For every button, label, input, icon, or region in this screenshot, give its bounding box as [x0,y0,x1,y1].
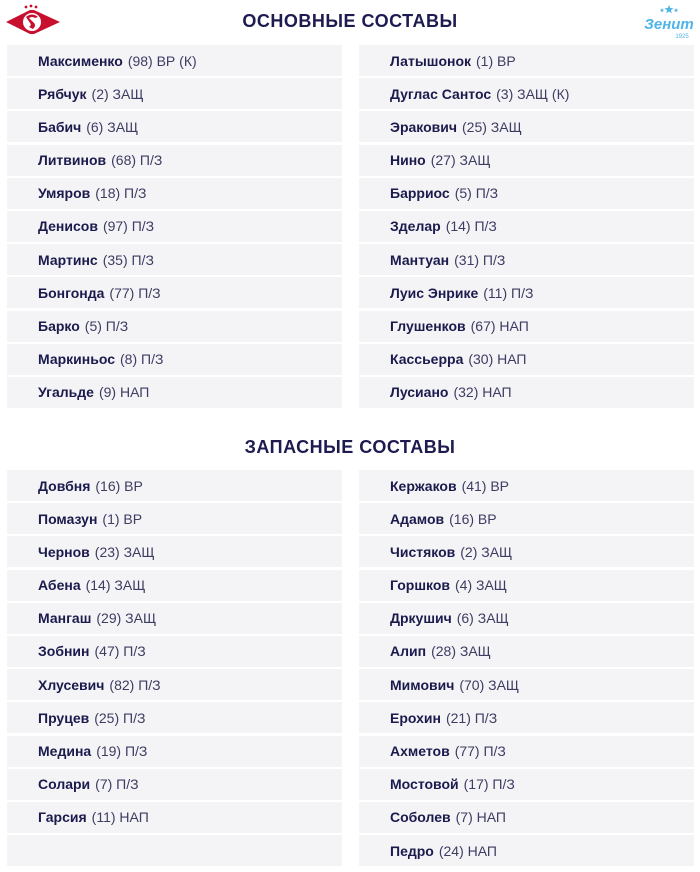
player-number-position: (82) П/З [109,676,161,693]
svg-text:Зенит: Зенит [644,16,694,33]
player-row [7,669,342,700]
player-row [359,503,694,534]
player-name: Денисов [38,218,98,235]
player-number-position: (5) П/З [454,185,499,202]
player-row [7,802,342,833]
player-number-position: (16) ВР [449,510,497,527]
player-name: Ахметов [390,743,450,759]
player-name: Нино [390,152,426,169]
player-row [359,111,694,142]
player-row [359,570,694,601]
player-number-position: (28) ЗАЩ [431,643,491,660]
player-row [7,78,342,109]
player-number-position: (41) ВР [461,477,510,494]
player-name: Соболев [390,809,451,826]
player-number-position: (17) П/З [463,776,515,793]
player-name: Педро [390,842,434,859]
player-row [7,503,342,534]
player-name: Рябчук [38,85,87,102]
player-number-position: (70) ЗАЩ [459,676,520,693]
player-number-position: (31) П/З [454,251,506,268]
player-name: Угальде [38,384,94,401]
player-row [7,211,342,242]
player-name: Солари [38,776,91,793]
player-name: Максименко [38,52,123,69]
player-name: Дркушич [390,610,452,627]
player-name: Мартинс [38,251,98,268]
player-row [7,178,342,209]
player-row [359,669,694,700]
player-number-position: (14) ЗАЩ [85,577,146,594]
player-row [359,78,694,109]
player-name: Латышонок [390,52,472,69]
substitutes-title: ЗАПАСНЫЕ СОСТАВЫ [244,437,456,457]
player-name: Абена [38,577,81,594]
player-number-position: (7) НАП [455,809,506,826]
player-number-position: (2) ЗАЩ [460,543,513,560]
away-substitutes-column [359,470,694,868]
player-row [7,344,342,375]
player-name: Ерохин [390,709,441,726]
player-row [359,344,694,375]
player-name: Мостовой [390,776,459,793]
player-name: Мангаш [38,610,92,627]
player-number-position: (21) П/З [445,709,498,726]
player-row [359,311,694,342]
starting-lineups-title: ОСНОВНЫЕ СОСТАВЫ [242,11,458,31]
player-number-position: (2) ЗАЩ [91,85,144,102]
player-number-position: (30) НАП [468,351,527,368]
player-number-position: (3) ЗАЩ (К) [496,85,570,102]
home-substitutes-column [7,470,342,868]
player-number-position: (19) П/З [96,743,148,759]
player-row [7,835,342,866]
player-row [359,835,694,866]
player-number-position: (97) П/З [102,218,155,235]
player-row [359,636,694,667]
player-name: Луис Энрике [390,284,479,301]
player-number-position: (47) П/З [94,643,146,660]
player-row [359,702,694,733]
player-number-position: (23) ЗАЩ [94,543,155,560]
player-name: Пруцев [38,709,90,726]
player-row [359,277,694,308]
player-name: Умяров [38,185,91,202]
player-number-position: (1) ВР [476,52,516,69]
player-row [359,145,694,176]
player-row [359,536,694,567]
player-number-position: (7) П/З [95,776,139,793]
player-row [359,470,694,501]
player-row [359,377,694,408]
player-number-position: (98) ВР (К) [127,52,197,69]
player-number-position: (24) НАП [438,842,497,859]
player-name: Глушенков [390,318,466,334]
player-number-position: (8) П/З [120,351,164,368]
player-row [7,570,342,601]
svg-text:1925: 1925 [675,34,689,40]
player-row [359,802,694,833]
player-number-position: (25) П/З [94,709,146,726]
player-number-position: (6) ЗАЩ [456,610,509,627]
player-number-position: (67) НАП [470,318,529,334]
player-row [359,244,694,275]
player-name: Мимович [390,676,455,693]
player-name: Литвинов [38,152,107,169]
player-number-position: (25) ЗАЩ [462,118,522,135]
player-name: Помазун [38,510,98,527]
player-row [7,636,342,667]
player-row [359,178,694,209]
player-number-position: (1) ВР [102,510,143,527]
player-number-position: (77) П/З [454,743,506,759]
player-name: Чистяков [390,543,456,560]
player-number-position: (6) ЗАЩ [86,118,139,135]
player-row [7,736,342,767]
away-starting-column [359,45,694,410]
player-row [359,211,694,242]
player-number-position: (35) П/З [102,251,154,268]
player-row [359,603,694,634]
player-row [7,536,342,567]
player-name: Алип [390,643,427,660]
player-number-position: (77) П/З [109,284,161,301]
player-name: Бабич [38,118,82,135]
player-name: Зобнин [38,643,90,660]
player-name: Чернов [38,543,90,560]
player-number-position: (32) НАП [453,384,512,401]
player-row [7,244,342,275]
player-number-position: (14) П/З [445,218,497,235]
player-number-position: (11) НАП [91,809,149,826]
zenit-logo-icon [642,3,696,41]
player-name: Медина [38,743,92,759]
player-row [7,145,342,176]
player-name: Дуглас Сантос [390,85,492,102]
player-name: Горшков [390,577,450,594]
player-name: Лусиано [390,384,449,401]
player-row [359,736,694,767]
player-name: Маркиньос [38,351,115,368]
player-number-position: (5) П/З [84,318,129,334]
player-row [7,111,342,142]
home-starting-column [7,45,342,410]
player-row [7,769,342,800]
player-number-position: (27) ЗАЩ [430,152,491,169]
player-number-position: (29) ЗАЩ [96,610,157,627]
player-row [359,769,694,800]
player-name: Эракович [390,118,458,135]
player-row [7,470,342,501]
player-name: Бонгонда [38,284,105,301]
player-name: Мантуан [390,251,450,268]
player-name: Кассьерра [390,351,464,368]
player-name: Кержаков [390,477,457,494]
player-name: Гарсия [38,809,87,826]
player-number-position: (4) ЗАЩ [455,577,507,594]
player-number-position: (68) П/З [111,152,163,169]
player-name: Адамов [390,510,445,527]
player-number-position: (18) П/З [95,185,147,202]
player-name: Хлусевич [38,676,105,693]
player-row [7,702,342,733]
player-name: Барриос [390,185,450,202]
player-name: Довбня [38,477,91,494]
player-name: Барко [38,318,80,334]
header [0,0,700,44]
player-number-position: (9) НАП [98,384,150,401]
player-row [7,377,342,408]
player-row [7,311,342,342]
player-name: Зделар [390,218,441,235]
player-number-position: (16) ВР [95,477,143,494]
player-row [7,45,342,76]
player-number-position: (11) П/З [483,284,534,301]
player-row [7,277,342,308]
player-row [7,603,342,634]
player-row [359,45,694,76]
